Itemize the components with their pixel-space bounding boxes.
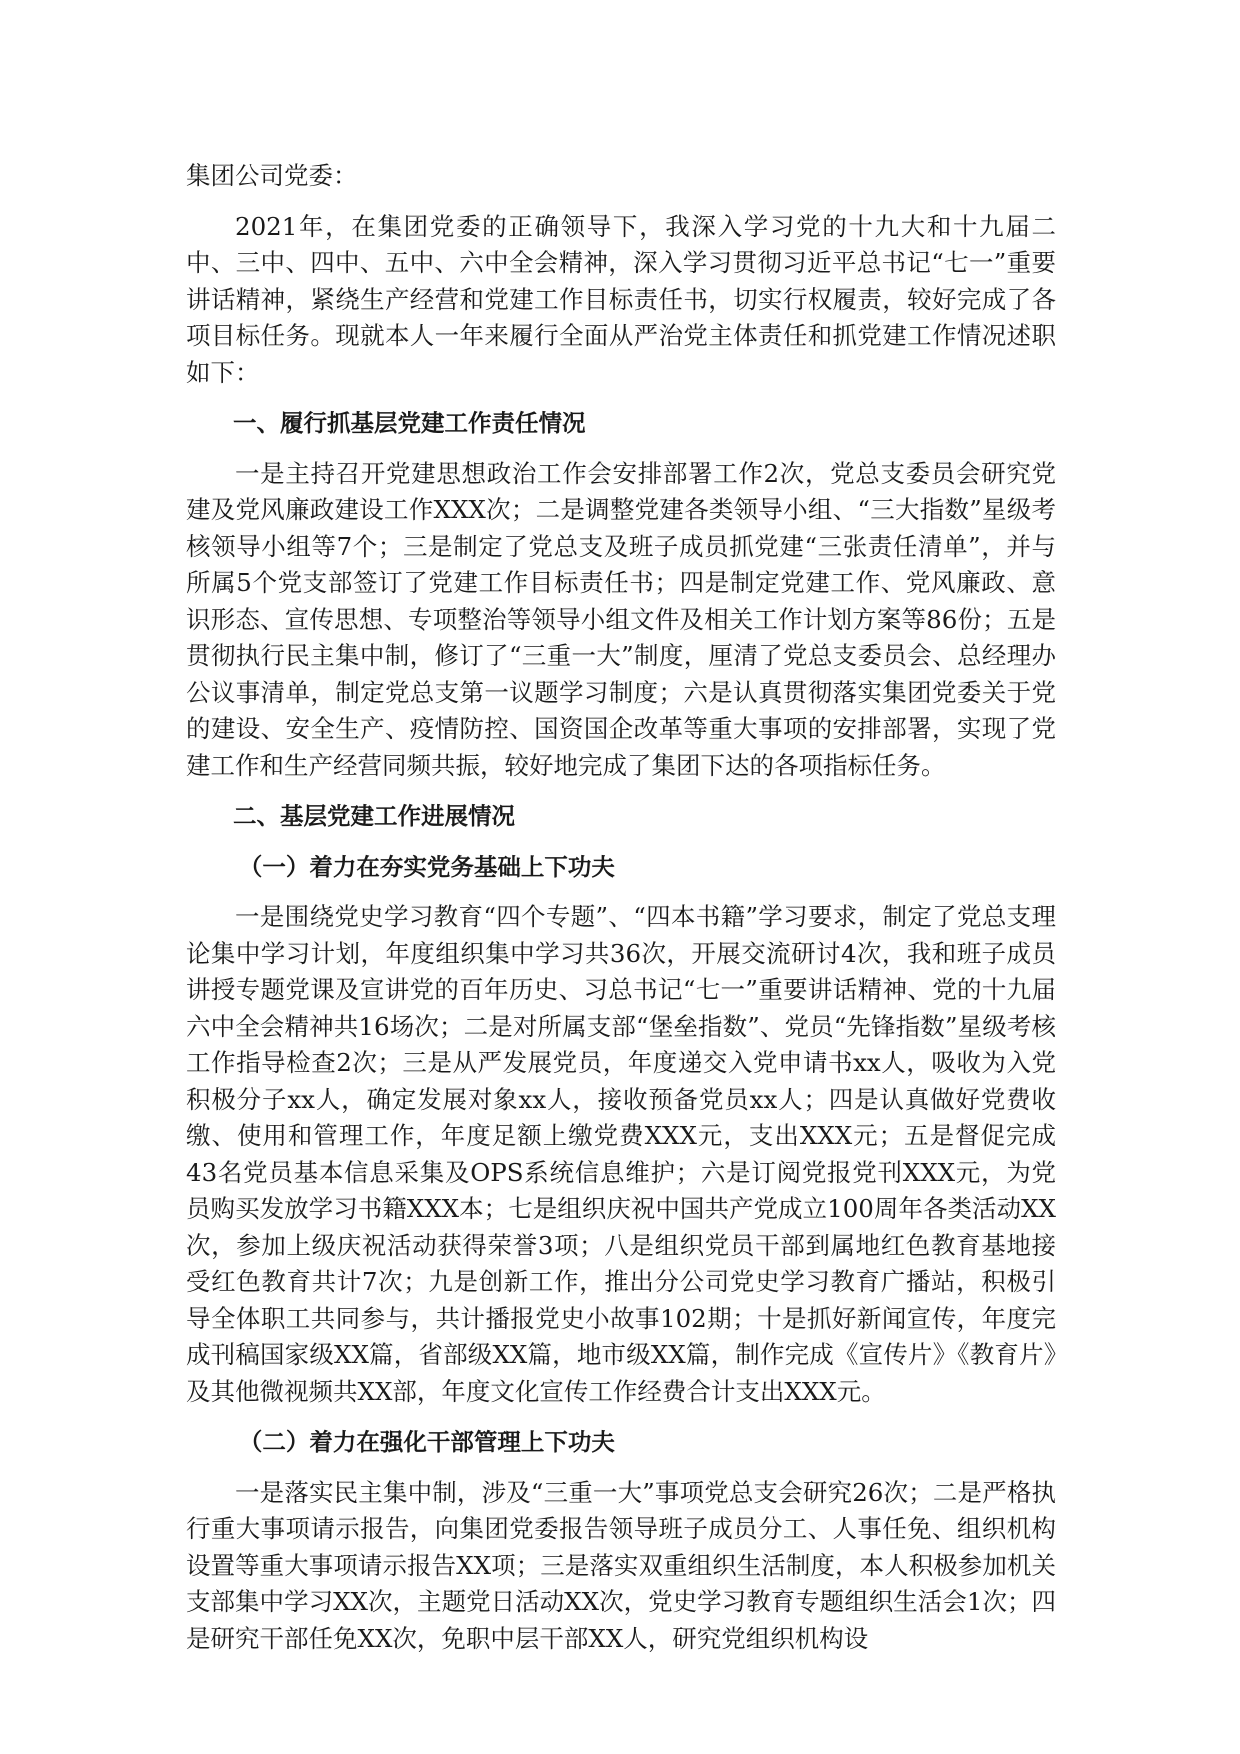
document-page — [186, 158, 1056, 1657]
subsection-1-heading: （一）着力在夯实党务基础上下功夫 — [238, 852, 615, 881]
subsection-2-paragraph: 一是落实民主集中制，涉及“三重一大”事项党总支会研究26次；二是严格执行重大事项请示报告，向集团党委报告领导班子成员分工、人事任免、组织机构设置等重大事项请示报告XX项；三是落实双重组织生活制度，本人积极参加机关支部集中学习XX次，主题党日活动XX次，党史学习教育专题组织生活会1次；四是研究干部任免XX次，免职中层干部XX人，研究党组织机构设 — [186, 1477, 1056, 1653]
section-2-heading: 二、基层党建工作进展情况 — [233, 802, 515, 830]
subsection-2-heading: （二）着力在强化干部管理上下功夫 — [238, 1428, 615, 1456]
section-1-heading: 一、履行抓基层党建工作责任情况 — [233, 409, 586, 437]
intro-paragraph: 2021年，在集团党委的正确领导下，我深入学习党的十九大和十九届二中、三中、四中、五中、六中全会精神，深入学习贯彻习近平总书记“七一”重要讲话精神，紧绕生产经营和党建工作目标责任书，切实行权履责，较好完成了各项目标任务。现就本人一年来履行全面从严治党主体责任和抓党建工作情况述职如下： — [186, 211, 1056, 387]
section-1-paragraph: 一是主持召开党建思想政治工作会安排部署工作2次，党总支委员会研究党建及党风廉政建设工作XXX次；二是调整党建各类领导小组、“三大指数”星级考核领导小组等7个；三是制定了党总支及班子成员抓党建“三张责任清单”，并与所属5个党支部签订了党建工作目标责任书；四是制定党建工作、党风廉政、意识形态、宣传思想、专项整治等领导小组文件及相关工作计划方案等86份；五是贯彻执行民主集中制，修订了“三重一大”制度，厘清了党总支委员会、总经理办公议事清单，制定党总支第一议题学习制度；六是认真贯彻落实集团党委关于党的建设、安全生产、疫情防控、国资国企改革等重大事项的安排部署，实现了党建工作和生产经营同频共振，较好地完成了集团下达的各项指标任务。 — [186, 458, 1056, 780]
subsection-1-paragraph: 一是围绕党史学习教育“四个专题”、“四本书籍”学习要求，制定了党总支理论集中学习计划，年度组织集中学习共36次，开展交流研讨4次，我和班子成员讲授专题党课及宣讲党的百年历史、习总书记“七一”重要讲话精神、党的十九届六中全会精神共16场次；二是对所属支部“堡垒指数”、党员“先锋指数”星级考核工作指导检查2次；三是从严发展党员，年度递交入党申请书xx人，吸收为入党积极分子xx人，确定发展对象xx人，接收预备党员xx人；四是认真做好党费收缴、使用和管理工作，年度足额上缴党费XXX元，支出XXX元；五是督促完成43名党员基本信息采集及OPS系统信息维护；六是订阅党报党刊XXX元，为党员购买发放学习书籍XXX本；七是组织庆祝中国共产党成立100周年各类活动XX次，参加上级庆祝活动获得荣誉3项；八是组织党员干部到属地红色教育基地接受红色教育共计7次；九是创新工作，推出分公司党史学习教育广播站，积极引导全体职工共同参与，共计播报党史小故事102期；十是抓好新闻宣传，年度完成刊稿国家级XX篇，省部级XX篇，地市级XX篇，制作完成《宣传片》《教育片》及其他微视频共XX部，年度文化宣传工作经费合计支出XXX元。 — [186, 902, 1056, 1406]
salutation: 集团公司党委： — [186, 161, 358, 190]
